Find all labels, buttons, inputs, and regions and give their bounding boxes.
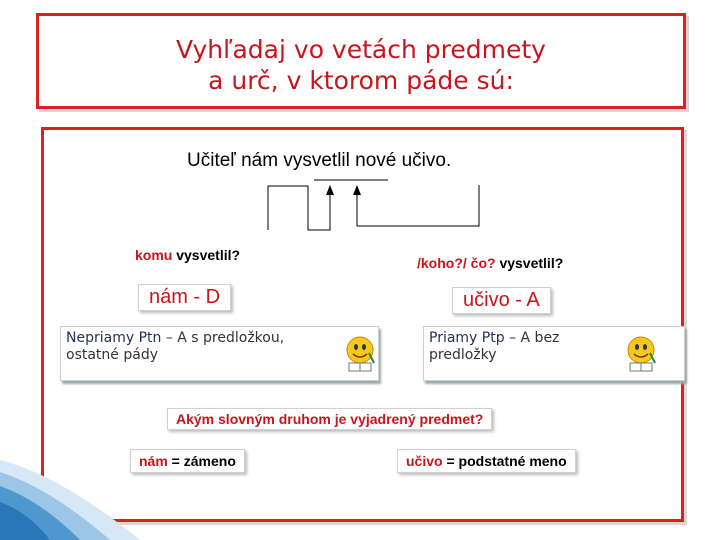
equation-left-word: nám [139,453,168,469]
left-note-line1: – A s predložkou, [161,330,285,346]
right-answer: učivo - A [452,287,551,314]
title-line-1: Vyhľadaj vo vetách predmety [176,35,546,64]
right-note [423,326,685,381]
arrow-left-head [326,185,334,195]
right-question [417,255,563,271]
left-answer: nám - D [138,284,231,311]
left-note-line2: ostatné pády [66,347,158,363]
equation-right-word: učivo [406,453,443,469]
arrow-right [357,185,479,226]
right-note-line1: – A bez [504,330,560,346]
left-question-keyword: komu [135,247,173,263]
left-question [135,247,240,263]
left-question-rest: vysvetlil? [172,247,241,263]
smiley-reading-icon [624,333,658,373]
right-note-line2: predložky [429,347,497,363]
decorative-corner-waves [0,450,140,540]
arrow-right-head [353,185,361,195]
example-sentence: Učiteľ nám vysvetlil nové učivo. [187,150,452,171]
arrow-left [268,186,330,230]
right-question-keyword: /koho?/ čo? [417,255,496,271]
right-note-title: Priamy Ptp [429,330,505,346]
left-note-title: Nepriamy Ptn [66,330,162,346]
title-line-2: a urč, v ktorom páde sú: [208,66,514,95]
left-note [60,326,379,381]
smiley-reading-icon [343,333,377,373]
equation-left-rest: = zámeno [167,453,236,469]
equation-right-rest: = podstatné meno [442,453,567,469]
right-question-rest: vysvetlil? [495,255,564,271]
equation-left [130,449,245,473]
word-class-question: Akým slovným druhom je vyjadrený predmet? [167,408,492,430]
equation-right [397,449,576,473]
